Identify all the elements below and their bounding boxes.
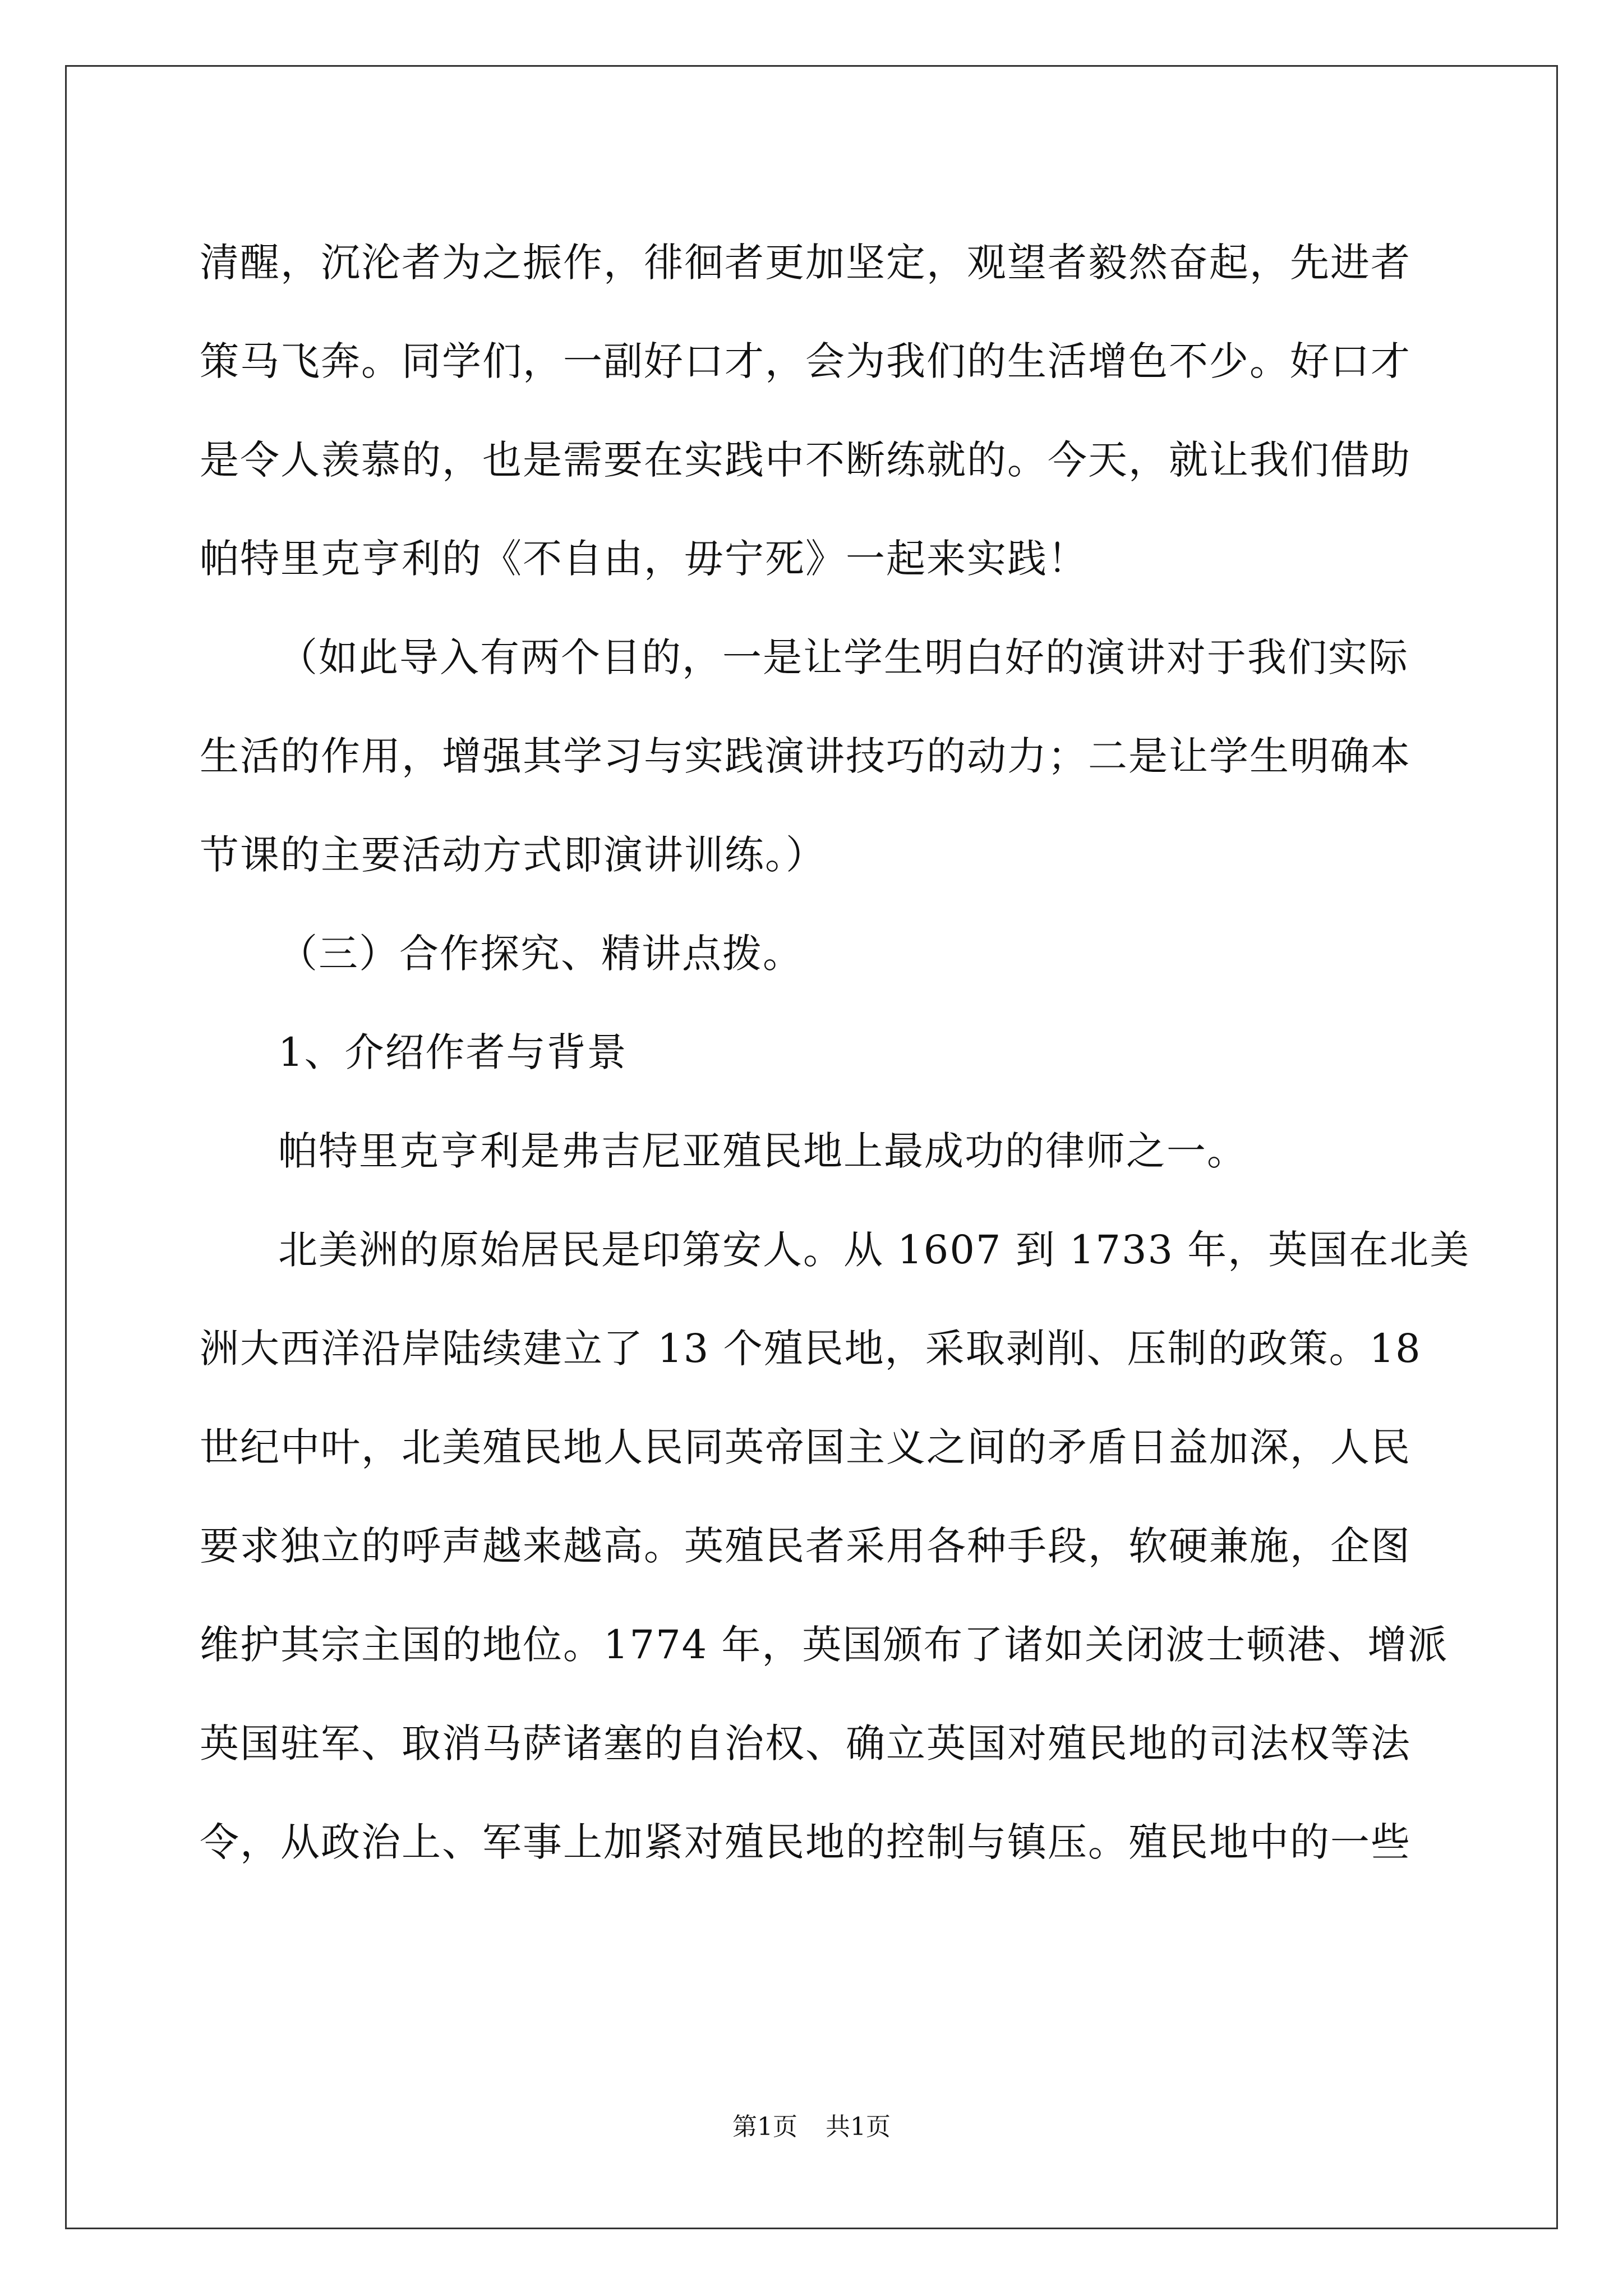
text-line: 北美洲的原始居民是印第安人。从 1607 到 1733 年，英国在北美 <box>278 1227 1470 1273</box>
text-line: 节课的主要活动方式即演讲训练。） <box>200 832 826 878</box>
text-line: 帕特里克亨利是弗吉尼亚殖民地上最成功的律师之一。 <box>278 1128 1247 1174</box>
page-number: 第1页 <box>732 2113 797 2141</box>
subsection-heading: 1、介绍作者与背景 <box>278 1029 628 1075</box>
text-line: 生活的作用，增强其学习与实践演讲技巧的动力；二是让学生明确本 <box>200 733 1411 779</box>
text-line: 帕特里克亨利的《不自由，毋宁死》一起来实践！ <box>200 536 1088 582</box>
text-line: 策马飞奔。同学们，一副好口才，会为我们的生活增色不少。好口才 <box>200 338 1411 384</box>
text-line: 世纪中叶，北美殖民地人民同英帝国主义之间的矛盾日益加深，人民 <box>200 1424 1411 1470</box>
text-line: 清醒，沉沦者为之振作，徘徊者更加坚定，观望者毅然奋起，先进者 <box>200 240 1411 286</box>
text-line: 令，从政治上、军事上加紧对殖民地的控制与镇压。殖民地中的一些 <box>200 1819 1411 1865</box>
page-footer <box>0 2110 1623 2144</box>
text-line: 英国驻军、取消马萨诸塞的自治权、确立英国对殖民地的司法权等法 <box>200 1720 1411 1766</box>
text-line: 维护其宗主国的地位。1774 年，英国颁布了诸如关闭波士顿港、增派 <box>200 1622 1449 1668</box>
page-total: 共1页 <box>826 2113 891 2141</box>
text-line: （如此导入有两个目的，一是让学生明白好的演讲对于我们实际 <box>278 634 1409 680</box>
document-body <box>200 213 1470 1892</box>
section-heading: （三）合作探究、精讲点拨。 <box>278 931 803 977</box>
text-line: 是令人羡慕的，也是需要在实践中不断练就的。今天，就让我们借助 <box>200 437 1411 483</box>
text-line: 洲大西洋沿岸陆续建立了 13 个殖民地，采取剥削、压制的政策。18 <box>200 1326 1422 1372</box>
text-line: 要求独立的呼声越来越高。英殖民者采用各种手段，软硬兼施，企图 <box>200 1523 1411 1569</box>
